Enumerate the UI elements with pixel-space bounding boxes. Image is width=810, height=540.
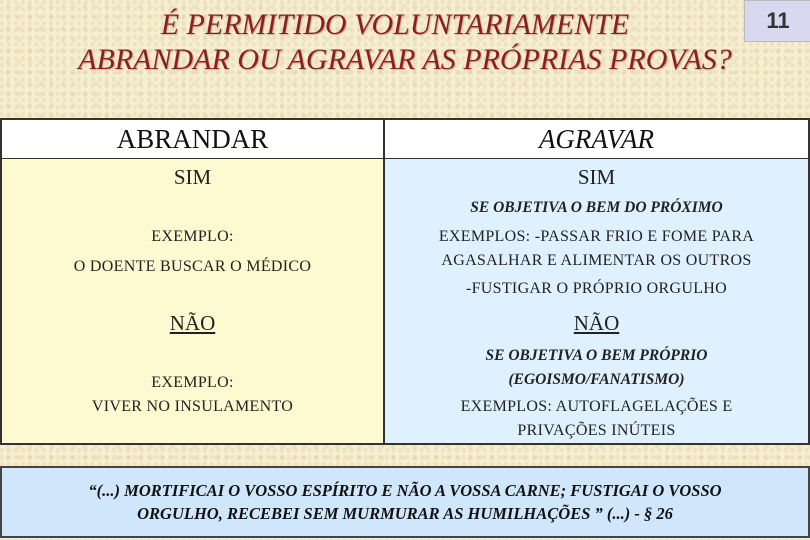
- left-yes-example-text: O DOENTE BUSCAR O MÉDICO: [73, 258, 312, 275]
- header-agravar: AGRAVAR: [385, 120, 808, 159]
- left-no-example-text: VIVER NO INSULAMENTO: [91, 398, 294, 415]
- left-yes-label: SIM: [173, 165, 212, 189]
- left-yes-example-title: EXEMPLO:: [151, 228, 234, 245]
- right-no-examples-line-2: PRIVAÇÕES INÚTEIS: [517, 422, 676, 439]
- quote-line-1: “(...) MORTIFICAI O VOSSO ESPÍRITO E NÃO A VOSSA CARNE; FUSTIGAI O VOSSO: [88, 481, 722, 500]
- slide-number-badge: 11: [744, 0, 810, 42]
- right-yes-examples-line-1: EXEMPLOS: -PASSAR FRIO E FOME PARA: [438, 228, 755, 245]
- quote-line-2: ORGULHO, RECEBEI SEM MURMURAR AS HUMILHAÇÕES ” (...) - § 26: [137, 504, 673, 523]
- right-no-examples-line-1: EXEMPLOS: AUTOFLAGELAÇÕES E: [460, 398, 733, 415]
- comparison-table: [0, 118, 810, 445]
- column-abrandar: [2, 159, 385, 443]
- right-yes-label: SIM: [577, 165, 616, 189]
- left-no-label: NÃO: [169, 311, 216, 335]
- right-no-condition-line-1: SE OBJETIVA O BEM PRÓPRIO: [485, 347, 708, 364]
- right-yes-condition: SE OBJETIVA O BEM DO PRÓXIMO: [470, 199, 723, 216]
- right-no-label: NÃO: [573, 311, 620, 335]
- quote-box: [0, 466, 810, 538]
- right-yes-examples-line-2: AGASALHAR E ALIMENTAR OS OUTROS: [441, 252, 752, 269]
- right-yes-examples-line-3: -FUSTIGAR O PRÓPRIO ORGULHO: [465, 280, 727, 297]
- right-no-condition-line-2: (EGOISMO/FANATISMO): [508, 371, 685, 388]
- title-line-1: É PERMITIDO VOLUNTARIAMENTE: [160, 8, 630, 41]
- left-no-example-title: EXEMPLO:: [151, 374, 234, 391]
- header-abrandar: ABRANDAR: [2, 120, 385, 159]
- column-agravar: [385, 159, 808, 443]
- title-line-2: ABRANDAR OU AGRAVAR AS PRÓPRIAS PROVAS?: [78, 43, 732, 76]
